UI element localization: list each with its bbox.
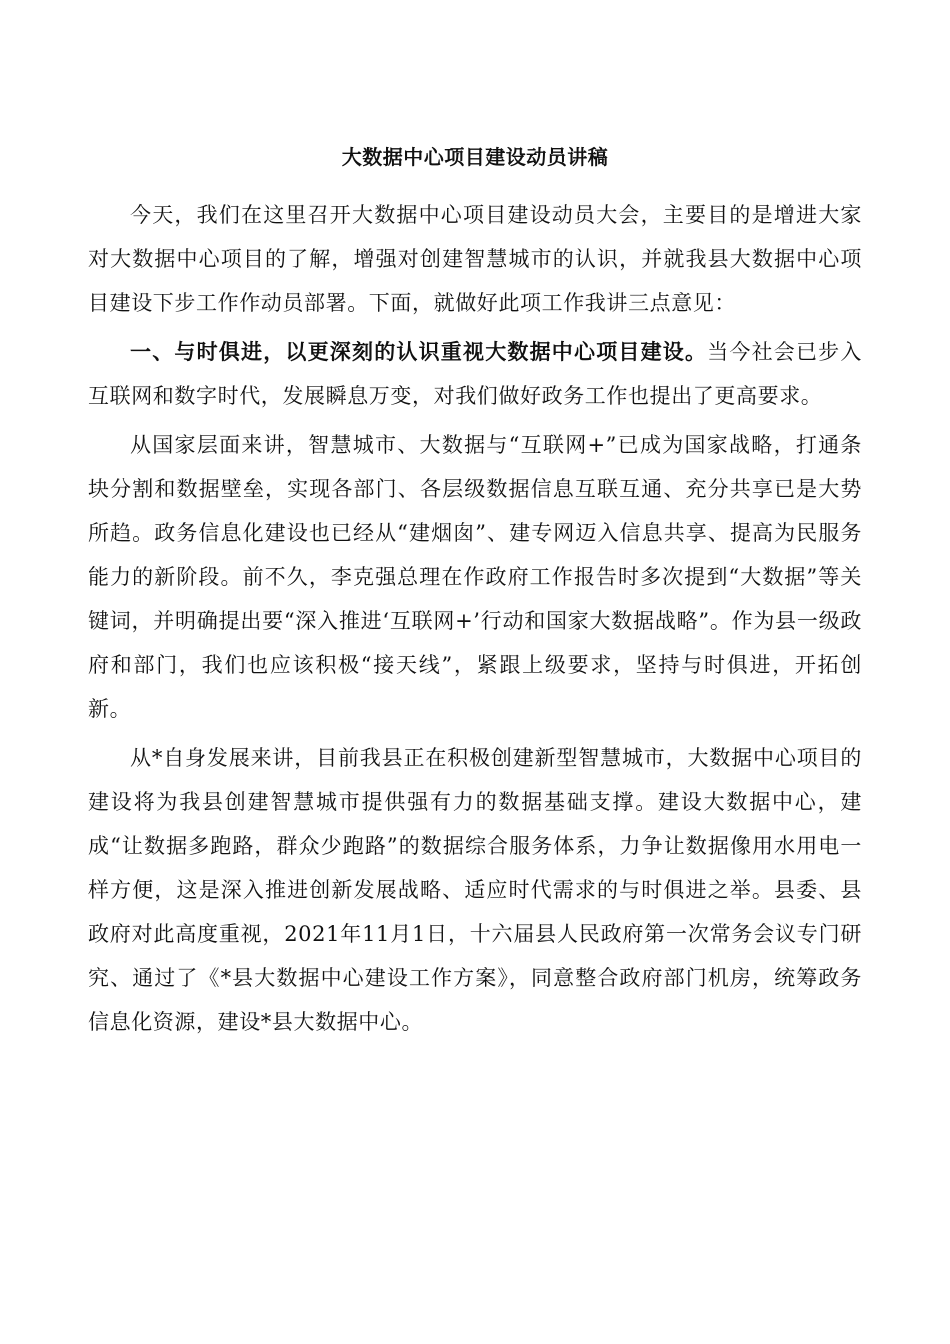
paragraph-section-one (88, 330, 862, 418)
paragraph-opening (88, 193, 862, 325)
paragraph-local-development (88, 736, 862, 1044)
paragraph-text: 从*自身发展来讲，目前我县正在积极创建新型智慧城市，大数据中心项目的建设将为我县创建智慧城市提供强有力的数据基础支撑。建设大数据中心，建成“让数据多跑路，群众少跑路”的数据综合服务体系，力争让数据像用水用电一样方便，这是深入推进创新发展战略、适应时代需求的与时俱进之举。县委、县政府对此高度重视，2021年11月1日，十六届县人民政府第一次常务会议专门研究、通过了《*县大数据中心建设工作方案》，同意整合政府部门机房，统筹政务信息化资源，建设*县大数据中心。 (88, 746, 862, 1034)
document-title: 大数据中心项目建设动员讲稿 (341, 145, 609, 169)
paragraph-text: 当今社会已步入互联网和数字时代，发展瞬息万变，对我们做好政务工作也提出了更高要求。 (88, 340, 862, 408)
section-heading: 一、与时俱进，以更深刻的认识重视大数据中心项目建设。 (130, 339, 708, 364)
document-page (88, 142, 862, 1049)
paragraph-national-level (88, 423, 862, 731)
paragraph-text: 今天，我们在这里召开大数据中心项目建设动员大会，主要目的是增进大家对大数据中心项目的了解，增强对创建智慧城市的认识，并就我县大数据中心项目建设下步工作作动员部署。下面，就做好此项工作我讲三点意见： (88, 203, 862, 315)
paragraph-text: 从国家层面来讲，智慧城市、大数据与“互联网+”已成为国家战略，打通条块分割和数据壁垒，实现各部门、各层级数据信息互联互通、充分共享已是大势所趋。政务信息化建设也已经从“建烟囱”、建专网迈入信息共享、提高为民服务能力的新阶段。前不久，李克强总理在作政府工作报告时多次提到“大数据”等关键词，并明确提出要“深入推进‘互联网+’行动和国家大数据战略”。作为县一级政府和部门，我们也应该积极“接天线”，紧跟上级要求，坚持与时俱进，开拓创新。 (88, 433, 862, 721)
